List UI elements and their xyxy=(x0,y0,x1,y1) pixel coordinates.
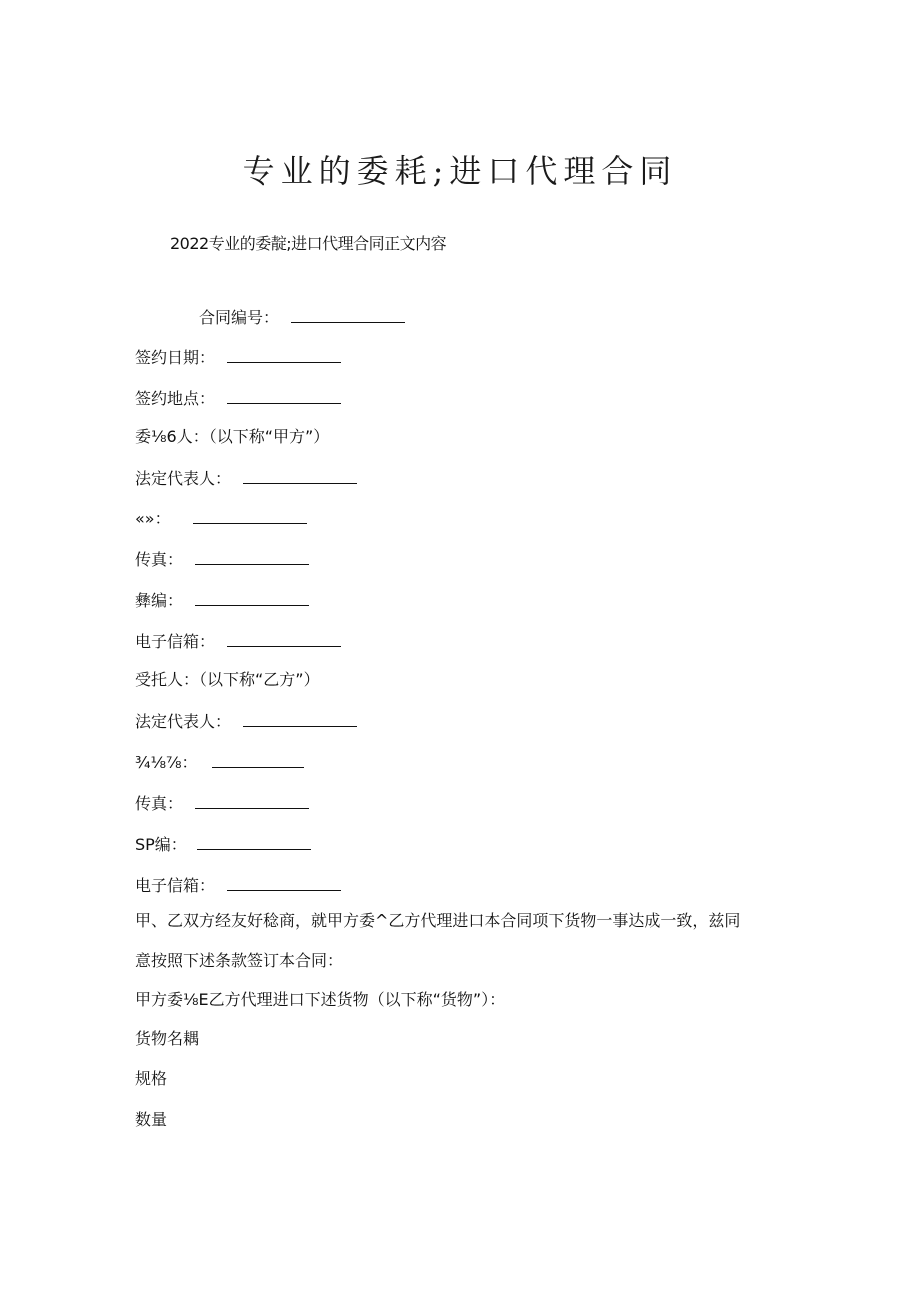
garbled-a-blank xyxy=(193,505,307,524)
zip-b-blank xyxy=(197,831,311,850)
sign-date-row xyxy=(135,344,341,369)
item-quantity-label: 数量 xyxy=(135,1110,168,1129)
legal-rep-b-label: 法定代表人： xyxy=(135,712,232,731)
contract-number-row xyxy=(199,304,405,329)
legal-rep-a-blank xyxy=(243,465,357,484)
sign-place-row xyxy=(135,385,341,410)
email-a-row xyxy=(135,628,341,653)
legal-rep-a-label: 法定代表人： xyxy=(135,469,232,488)
fax-a-label: 传真： xyxy=(135,550,184,569)
zip-a-blank xyxy=(195,587,309,606)
garbled-b-label: ¾⅛⅞： xyxy=(135,753,198,772)
legal-rep-b-row xyxy=(135,708,357,733)
agent-row xyxy=(135,669,320,691)
garbled-b-row xyxy=(135,749,304,774)
principal-row xyxy=(135,426,329,448)
email-b-label: 电子信箱： xyxy=(135,876,216,895)
sign-date-label: 签约日期： xyxy=(135,348,216,367)
zip-b-row xyxy=(135,831,311,856)
email-b-blank xyxy=(227,872,341,891)
email-a-label: 电子信箱： xyxy=(135,632,216,651)
item-spec-label: 规格 xyxy=(135,1069,168,1088)
garbled-a-label: «»： xyxy=(135,509,171,528)
legal-rep-b-blank xyxy=(243,708,357,727)
fax-a-row xyxy=(135,546,309,571)
document-subtitle: 2022专业的委靛;进口代理合同正文内容 xyxy=(170,234,447,253)
fax-a-blank xyxy=(195,546,309,565)
email-b-row xyxy=(135,872,341,897)
sign-place-label: 签约地点： xyxy=(135,389,216,408)
zip-a-label: 彝编： xyxy=(135,591,184,610)
document-title: 专业的委耗;进口代理合同 xyxy=(242,152,678,190)
item-name-label: 货物名耦 xyxy=(135,1029,200,1048)
fax-b-label: 传真： xyxy=(135,794,184,813)
sign-date-blank xyxy=(227,344,341,363)
garbled-b-blank xyxy=(212,749,304,768)
contract-number-label: 合同编号： xyxy=(199,308,280,327)
legal-rep-a-row xyxy=(135,465,357,490)
contract-number-blank xyxy=(291,304,405,323)
principal-label: 委⅛6人：（以下称“甲方”） xyxy=(135,427,330,446)
garbled-a-row xyxy=(135,505,307,530)
paragraph-goods-intro: 甲方委⅛E乙方代理进口下述货物（以下称“货物”）： xyxy=(135,990,506,1009)
fax-b-row xyxy=(135,790,309,815)
sign-place-blank xyxy=(227,385,341,404)
fax-b-blank xyxy=(195,790,309,809)
zip-b-label: SP编： xyxy=(135,835,187,854)
email-a-blank xyxy=(227,628,341,647)
zip-a-row xyxy=(135,587,309,612)
paragraph-agreement-line1: 甲、乙双方经友好稔商，就甲方委^乙方代理进口本合同项下货物一事达成一致，兹同 xyxy=(135,911,741,930)
paragraph-agreement-line2: 意按照下述条款签订本合同： xyxy=(135,951,344,970)
agent-label: 受托人：（以下称“乙方”） xyxy=(135,670,320,689)
